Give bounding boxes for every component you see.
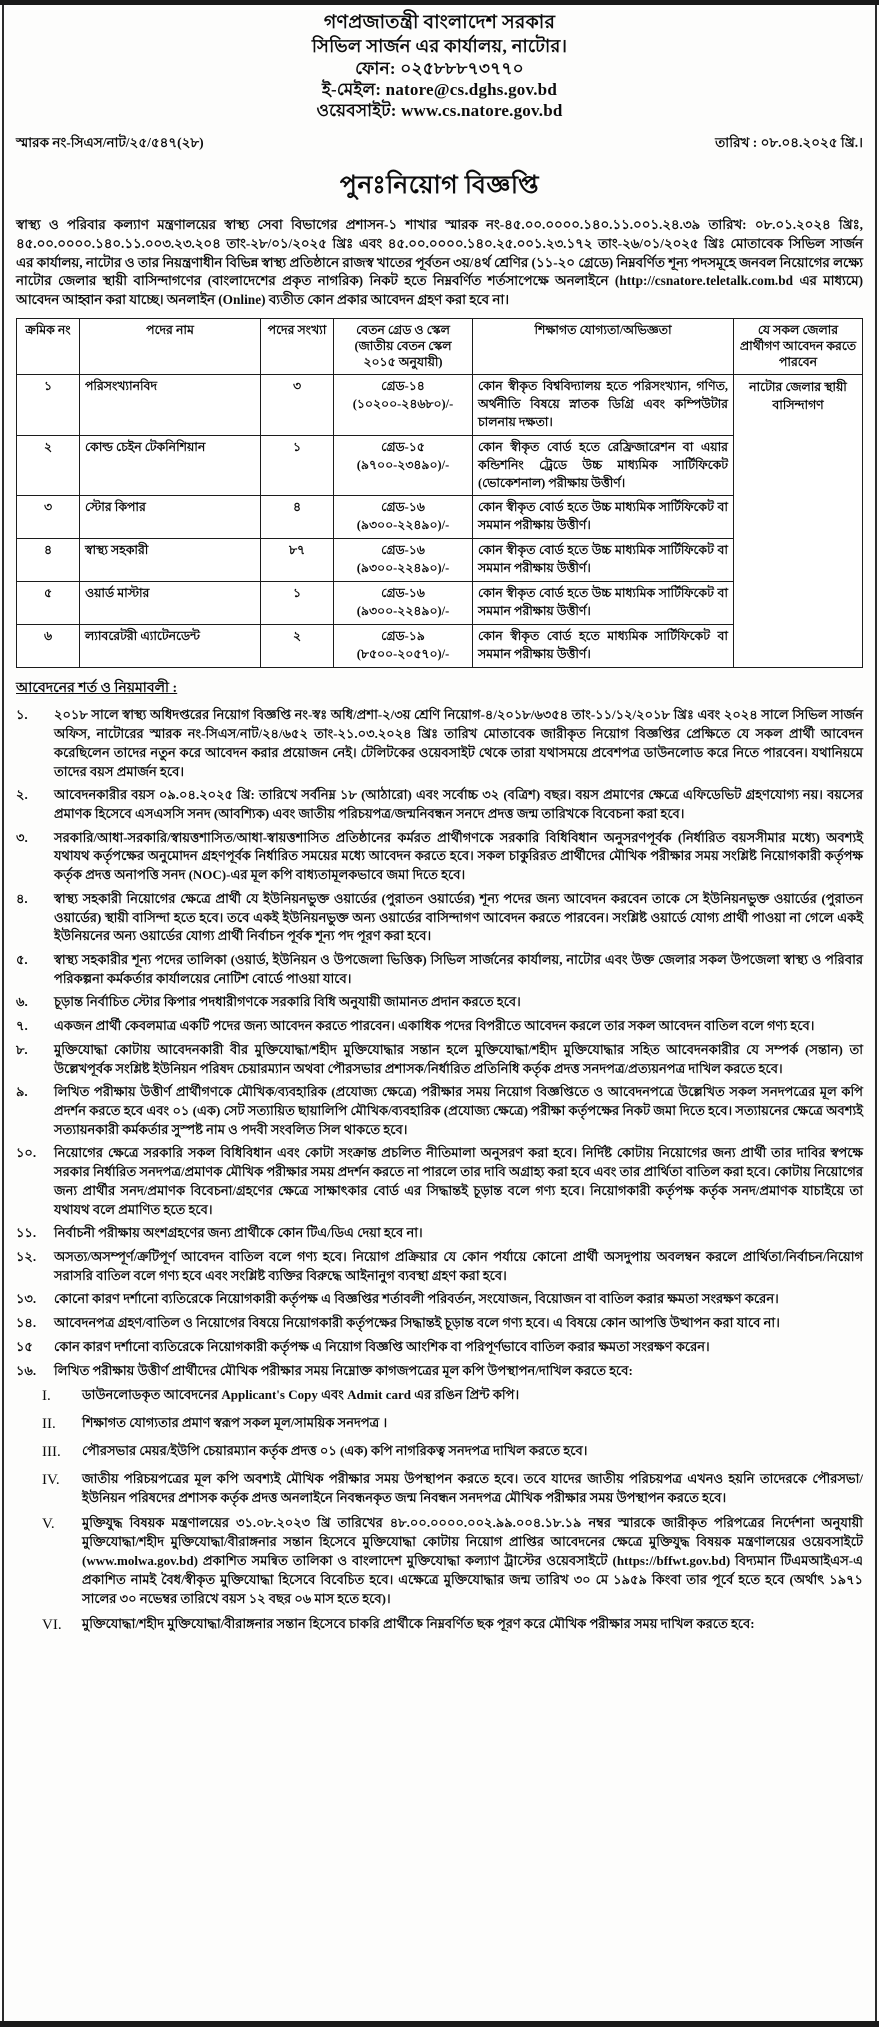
th-post-name: পদের নাম	[80, 319, 261, 374]
item-number: ৭.	[16, 1018, 28, 1034]
list-item	[16, 1615, 863, 1637]
item-text: কোন কারণ দর্শানো ব্যতিরেকে নিয়োগকারী কর্তৃপক্ষ এ নিয়োগ বিজ্ঞপ্তি আংশিক বা পরিপূর্ণভাবে বাতিল করার ক্ষমতা সংরক্ষণ করেন।	[54, 1338, 710, 1354]
list-item	[16, 1248, 863, 1285]
letterhead	[16, 11, 863, 122]
list-item	[16, 1290, 863, 1309]
item-text: শিক্ষাগত যোগ্যতার প্রমাণ স্বরূপ সকল মূল/সাময়িক সনদপত্র ।	[82, 1415, 388, 1431]
list-item	[16, 1514, 863, 1609]
list-item	[16, 1017, 863, 1036]
cell-serial: ৪	[17, 539, 80, 582]
cell-pay-grade	[334, 496, 473, 539]
list-item	[16, 1442, 863, 1464]
item-text: নির্বাচনী পরীক্ষায় অংশগ্রহণের জন্য প্রার্থীকে কোন টিএ/ডিএ দেয়া হবে না।	[54, 1225, 423, 1241]
cell-post-name: পরিসংখ্যানবিদ	[80, 374, 261, 435]
grade-scale: (৯৩০০-২২৪৯০)/-	[356, 561, 450, 576]
th-district: যে সকল জেলার প্রার্থীগণ আবেদন করতে পারবেন	[734, 319, 863, 374]
item-number: ৩.	[16, 829, 28, 845]
office-name: সিভিল সার্জন এর কার্যালয়, নাটোর।	[311, 35, 568, 56]
cell-vacancies: ৮৭	[261, 539, 334, 582]
right-border-rule	[875, 5, 877, 2021]
th-education: শিক্ষাগত যোগ্যতা/অভিজ্ঞতা	[473, 319, 734, 374]
phone-label: ফোন:	[355, 58, 396, 78]
item-text: সরকারি/আধা-সরকারি/স্বায়ত্তশাসিত/আধা-স্বায়ত্তশাসিত প্রতিষ্ঠানের কর্মরত প্রার্থীগণকে সরকারি বিধিবিধান অনুসরণপূর্বক (নির্ধারিত বয়সসীমার মধ্যে) অবশ্যই যথাযথ কর্তৃপক্ষের অনুমোদন গ্রহণপূর্বক নির্ধারিত সময়ের মধ্যে আবেদন করতে হবে। সকল চাকুরিরত প্রার্থীদের মৌখিক পরীক্ষার সময় সংশ্লিষ্ট নিয়োগকারী কর্তৃপক্ষ কর্তৃক প্রদত্ত অনাপত্তি সনদ (NOC)-এর মূল কপি বাধ্যতামূলকভাবে জমা দিতে হবে।	[54, 829, 863, 883]
cell-post-name: স্টোর কিপার	[80, 496, 261, 539]
cell-district: নাটোর জেলার স্থায়ী বাসিন্দাগণ	[734, 374, 863, 668]
item-text: স্বাস্থ্য সহকারীর শূন্য পদের তালিকা (ওয়ার্ড, ইউনিয়ন ও উপজেলা ভিত্তিক) সিভিল সার্জনের কার্যালয়, নাটোর এবং উক্ত জেলার সকল উপজেলা স্বাস্থ্য ও পরিবার পরিকল্পনা কর্মকর্তার কার্যালয়ের নোটিশ বোর্ডে পাওয়া যাবে।	[54, 951, 863, 986]
grade-label: গ্রেড-১৪	[381, 378, 425, 393]
item-number: IV.	[42, 1472, 60, 1489]
grade-scale: (৮৫০০-২০৫৭০)/-	[356, 647, 450, 662]
grade-scale: (৯৩০০-২২৪৯০)/-	[356, 604, 450, 619]
list-item	[16, 1224, 863, 1243]
item-number: ৯.	[16, 1084, 28, 1100]
cell-serial: ৫	[17, 582, 80, 625]
list-item	[16, 1083, 863, 1139]
cell-post-name: কোল্ড চেইন টেকনিশিয়ান	[80, 435, 261, 496]
item-text: পৌরসভার মেয়র/ইউপি চেয়ারম্যান কর্তৃক প্রদত্ত ০১ (এক) কপি নাগরিকত্ব সনদপত্র দাখিল করতে হবে।	[82, 1443, 588, 1459]
cell-pay-grade	[334, 539, 473, 582]
email-line	[16, 79, 863, 100]
item-text: স্বাস্থ্য সহকারী নিয়োগের ক্ষেত্রে প্রার্থী যে ইউনিয়নভুক্ত ওয়ার্ডের (পুরাতন ওয়ার্ডের) শূন্য পদের জন্য আবেদন করবেন তাকে সে ইউনিয়নভুক্ত ওয়ার্ডের (পুরাতন ওয়ার্ডের) স্থায়ী বাসিন্দা হতে হবে। তবে একই ইউনিয়নভুক্ত অন্য ওয়ার্ডের বাসিন্দাগণ আবেদন করতে পারবেন। সংশ্লিষ্ট ওয়ার্ডে যোগ্য প্রার্থী পাওয়া না গেলে একই ইউনিয়নের অন্য ওয়ার্ডের যোগ্য প্রার্থী নির্বাচন পূর্বক শূন্য পদ পূরণ করা হবে।	[54, 890, 863, 944]
item-number: ১০.	[16, 1145, 37, 1161]
cell-post-name: ল্যাবরেটরী এ্যাটেনডেন্ট	[80, 625, 261, 668]
list-item	[16, 1041, 863, 1078]
item-number: ১৫	[16, 1338, 33, 1354]
conditions-heading: আবেদনের শর্ত ও নিয়মাবলী :	[16, 681, 178, 697]
grade-label: গ্রেড-১৬	[381, 500, 425, 515]
item-number: ১৬.	[16, 1362, 37, 1378]
memo-number: স্মারক নং-সিএস/নাট/২৫/৫৪৭(২৮)	[16, 134, 204, 150]
item-text: আবেদনপত্র গ্রহণ/বাতিল ও নিয়োগের বিষয়ে নিয়োগকারী কর্তৃপক্ষের সিদ্ধান্তই চূড়ান্ত বলে গণ্য হবে। এ বিষয়ে কোন আপত্তি উত্থাপন করা যাবে না।	[54, 1315, 780, 1331]
government-name: গণপ্রজাতন্ত্রী বাংলাদেশ সরকার	[323, 12, 556, 33]
grade-label: গ্রেড-১৫	[381, 439, 425, 454]
grade-label: গ্রেড-১৬	[381, 586, 425, 601]
cell-education: কোন স্বীকৃত বোর্ড হতে উচ্চ মাধ্যমিক সার্টিফিকেট বা সমমান পরীক্ষায় উত্তীর্ণ।	[473, 496, 734, 539]
item-text: মুক্তিযোদ্ধা/শহীদ মুক্তিযোদ্ধা/বীরাঙ্গনার সন্তান হিসেবে চাকরি প্রার্থীকে নিম্নবর্ণিত ছক পূরণ করে মৌখিক পরীক্ষার সময় দাখিল করতে হবে:	[82, 1615, 755, 1631]
item-number: ১.	[16, 707, 28, 723]
grade-label: গ্রেড-১৬	[381, 543, 425, 558]
grade-scale: (৯৩০০-২২৪৯০)/-	[356, 518, 450, 533]
item-text: একজন প্রার্থী কেবলমাত্র একটি পদের জন্য আবেদন করতে পারবেন। একাধিক পদের বিপরীতে আবেদন করলে তার সকল আবেদন বাতিল বলে গণ্য হবে।	[54, 1018, 815, 1034]
page-title: পুনঃনিয়োগ বিজ্ঞপ্তি	[339, 171, 540, 199]
cell-vacancies: ৪	[261, 496, 334, 539]
table-header-row	[17, 319, 863, 374]
item-text: নিয়োগের ক্ষেত্রে সরকারি সকল বিধিবিধান এবং কোটা সংক্রান্ত প্রচলিত নীতিমালা অনুসরণ করা হবে। নির্দিষ্ট কোটায় নিয়োগের জন্য প্রার্থী তার দাবির স্বপক্ষে সরকার নির্ধারিত সনদপত্র/প্রমাণক মৌখিক পরীক্ষার সময় প্রদর্শন করতে না পারলে তার দাবি অগ্রাহ্য করা হবে এবং তার প্রার্থিতা বাতিল করা হবে। কোটায় নিয়োগের জন্য প্রার্থীর সনদ/প্রমাণক বিবেচনা/গ্রহণের ক্ষেত্রে সাক্ষাৎকার বোর্ড এর সিদ্ধান্তই চূড়ান্ত বলে গণ্য হবে। নিয়োগকারী কর্তৃপক্ষ কর্তৃক সনদ/প্রমাণক যাচাইয়ে তা যথাযথ বলে প্রমাণিত হতে হবে।	[54, 1145, 863, 1217]
item-text: লিখিত পরীক্ষায় উত্তীর্ণ প্রার্থীগণকে মৌখিক/ব্যবহারিক (প্রযোজ্য ক্ষেত্রে) পরীক্ষার সময় নিয়োগ বিজ্ঞপ্তিতে ও আবেদনপত্রে উল্লেখিত সকল সনদপত্রের মূল কপি প্রদর্শন করতে হবে এবং ০১ (এক) সেট সত্যায়িত ছায়ালিপি মৌখিক/ব্যবহারিক (প্রযোজ্য ক্ষেত্রে) পরীক্ষা কর্তৃপক্ষের নিকট জমা দিতে হবে। সত্যায়নের ক্ষেত্রে অবশ্যই সত্যায়নকারী কর্মকর্তার সুস্পষ্ট নাম ও পদবী সংবলিত সিল থাকতে হবে।	[54, 1084, 863, 1137]
vacancy-table-head	[17, 319, 863, 374]
item-number: ৪.	[16, 890, 28, 906]
list-item	[16, 706, 863, 781]
th-serial: ক্রমিক নং	[17, 319, 80, 374]
cell-pay-grade	[334, 625, 473, 668]
list-item	[16, 786, 863, 823]
item-number: VI.	[42, 1616, 62, 1633]
cell-pay-grade	[334, 435, 473, 496]
item-text: লিখিত পরীক্ষায় উত্তীর্ণ প্রার্থীদের মৌখিক পরীক্ষার সময় নিম্নোক্ত কাগজপত্রের মূল কপি উপস্থাপন/দাখিল করতে হবে:	[54, 1362, 633, 1378]
cell-vacancies: ২	[261, 625, 334, 668]
grade-scale: (৯৭০০-২৩৪৯০)/-	[356, 457, 450, 472]
left-border-rule	[2, 5, 4, 2021]
item-number: ২.	[16, 787, 28, 803]
item-number: ৬.	[16, 994, 28, 1010]
cell-education: কোন স্বীকৃত বিশ্ববিদ্যালয় হতে পরিসংখ্যান, গণিত, অর্থনীতি বিষয়ে স্নাতক ডিগ্রি এবং কম্পিউটার চালনায় দক্ষতা।	[473, 374, 734, 435]
item-text: কোনো কারণ দর্শানো ব্যতিরেকে নিয়োগকারী কর্তৃপক্ষ এ বিজ্ঞপ্তির শর্তাবলী পরিবর্তন, সংযোজন, বিয়োজন বা বাতিল করার ক্ষমতা সংরক্ষণ করেন।	[54, 1291, 779, 1307]
item-number: ৫.	[16, 951, 28, 967]
phone-value: ০২৫৮৮৮৭৩৭৭০	[400, 58, 524, 78]
th-vacancies: পদের সংখ্যা	[261, 319, 334, 374]
list-item	[16, 829, 863, 885]
email-label: ই-মেইল:	[322, 80, 382, 100]
phone-line	[16, 58, 863, 79]
item-number: ১২.	[16, 1249, 37, 1265]
bottom-border-rule	[0, 2021, 879, 2027]
cell-post-name: ওয়ার্ড মাস্টার	[80, 582, 261, 625]
list-item	[16, 1314, 863, 1333]
cell-vacancies: ৩	[261, 374, 334, 435]
item-number: V.	[42, 1515, 55, 1532]
list-item	[16, 1386, 863, 1408]
cell-vacancies: ১	[261, 435, 334, 496]
cell-serial: ২	[17, 435, 80, 496]
memo-row	[16, 132, 863, 155]
table-row	[17, 374, 863, 435]
item-number: II.	[42, 1416, 56, 1433]
item-number: ১৩.	[16, 1291, 37, 1307]
cell-post-name: স্বাস্থ্য সহকারী	[80, 539, 261, 582]
item-text: মুক্তিযোদ্ধা কোটায় আবেদনকারী বীর মুক্তিযোদ্ধা/শহীদ মুক্তিযোদ্ধার সন্তান হলে মুক্তিযোদ্ধা/শহীদ মুক্তিযোদ্ধার সহিত আবেদনকারীর যে সম্পর্ক (সন্তান) তা উল্লেখপূর্বক সংশ্লিষ্ট ইউনিয়ন পরিষদ চেয়ারম্যান অথবা পৌরসভার প্রশাসক/নির্ধারিত প্রতিনিধি কর্তৃক প্রদত্ত সনদপত্র/প্রত্যয়নপত্র দাখিল করতে হবে।	[54, 1041, 863, 1076]
page-content	[0, 5, 879, 1637]
cell-vacancies: ১	[261, 582, 334, 625]
document-requirements-list	[16, 1386, 863, 1636]
cell-serial: ৩	[17, 496, 80, 539]
vacancy-table	[16, 318, 863, 668]
website-line	[16, 100, 863, 121]
cell-education: কোন স্বীকৃত বোর্ড হতে রেফ্রিজারেশন বা এয়ার কন্ডিশনিং ট্রেডে উচ্চ মাধ্যমিক সার্টিফিকেট (ভোকেশনাল) পরীক্ষায় উত্তীর্ণ।	[473, 435, 734, 496]
email-value[interactable]: natore@cs.dghs.gov.bd	[385, 80, 557, 100]
th-pay-grade: বেতন গ্রেড ও স্কেল (জাতীয় বেতন স্কেল ২০১৫ অনুযায়ী)	[334, 319, 473, 374]
list-item	[16, 1362, 863, 1381]
cell-serial: ৬	[17, 625, 80, 668]
list-item	[16, 890, 863, 946]
item-text: চূড়ান্ত নির্বাচিত স্টোর কিপার পদধারীগণকে সরকারি বিধি অনুযায়ী জামানত প্রদান করতে হবে।	[54, 994, 521, 1010]
list-item	[16, 1470, 863, 1508]
item-number: I.	[42, 1388, 51, 1405]
item-text: জাতীয় পরিচয়পত্রের মূল কপি অবশ্যই মৌখিক পরীক্ষার সময় উপস্থাপন করতে হবে। তবে যাদের জাতীয় পরিচয়পত্র এখনও হয়নি তাদেরকে পৌরসভা/ইউনিয়ন পরিষদের প্রশাসক কর্তৃক প্রদত্ত অনলাইনে নিবন্ধনকৃত জন্ম নিবন্ধন সনদপত্র মৌখিক পরীক্ষার সময় উপস্থাপন করতে হবে।	[82, 1471, 863, 1505]
list-item	[16, 1414, 863, 1436]
item-number: ৮.	[16, 1041, 28, 1057]
conditions-list	[16, 706, 863, 1380]
item-text: আবেদনকারীর বয়স ০৯.০৪.২০২৫ খ্রি: তারিখে সর্বনিম্ন ১৮ (আঠারো) এবং সর্বোচ্চ ৩২ (বত্রিশ) বছর। বয়স প্রমাণের ক্ষেত্রে এফিডেভিট গ্রহণযোগ্য নয়। বয়সের প্রমাণক হিসেবে এসএসসি সনদ (আবশ্যিক) এবং জাতীয় পরিচয়পত্র/জন্মনিবন্ধন সনদে প্রদত্ত জন্ম তারিখকে বিবেচনা করা হবে।	[54, 787, 863, 821]
list-item	[16, 1338, 863, 1357]
intro-paragraph: স্বাস্থ্য ও পরিবার কল্যাণ মন্ত্রণালয়ের স্বাস্থ্য সেবা বিভাগের প্রশাসন-১ শাখার স্মারক নং-৪৫.০০.০০০০.১৪০.১১.০০১.২৪.৩৯ তারিখ: ০৮.০১.২০২৪ খ্রিঃ, ৪৫.০০.০০০০.১৪০.১১.০০৩.২৩.২০৪ তাং-২৮/০১/২০২৫ খ্রিঃ এবং ৪৫.০০.০০০০.১৪০.২৫.০০১.২৩.১৭২ তাং-২৬/০১/২০২৫ খ্রিঃ মোতাবেক সিভিল সার্জন এর কার্যালয়, নাটোর ও তার নিয়ন্ত্রণাধীন বিভিন্ন স্বাস্থ্য প্রতিষ্ঠানে রাজস্ব খাতের পূর্বতন ৩য়/৪র্থ শ্রেণির (১১-২০ গ্রেডে) নিম্নবর্ণিত শূন্য পদসমূহে জনবল নিয়োগের লক্ষ্যে নাটোর জেলার স্থায়ী বাসিন্দাগণের (বাংলাদেশের প্রকৃত নাগরিক) নিকট হতে নিম্নবর্ণিত শর্তসাপেক্ষে অনলাইনে (http://csnatore.teletalk.com.bd এর মাধ্যমে) আবেদন আহ্বান করা যাচ্ছে। অনলাইন (Online) ব্যতীত কোন প্রকার আবেদন গ্রহণ করা হবে না।	[16, 216, 863, 308]
website-value[interactable]: www.cs.natore.gov.bd	[401, 101, 563, 121]
memo-date: তারিখ : ০৮.০৪.২০২৫ খ্রি.।	[715, 134, 863, 150]
list-item	[16, 951, 863, 988]
vacancy-table-body	[17, 374, 863, 668]
item-number: ১১.	[16, 1225, 37, 1241]
grade-scale: (১০২০০-২৪৬৮০)/-	[352, 396, 454, 411]
item-text: ডাউনলোডকৃত আবেদনের Applicant's Copy এবং Admit card এর রঙিন প্রিন্ট কপি।	[82, 1387, 520, 1403]
cell-education: কোন স্বীকৃত বোর্ড হতে মাধ্যমিক সার্টিফিকেট বা সমমান পরীক্ষায় উত্তীর্ণ।	[473, 625, 734, 668]
cell-serial: ১	[17, 374, 80, 435]
item-text: অসত্য/অসম্পূর্ণ/ক্রটিপূর্ণ আবেদন বাতিল বলে গণ্য হবে। নিয়োগ প্রক্রিয়ার যে কোন পর্যায়ে কোনো প্রার্থী অসদুপায় অবলম্বন করলে প্রার্থিতা/নির্বাচন/নিয়োগ সরাসরি বাতিল বলে গণ্য হবে এবং সংশ্লিষ্ট ব্যক্তির বিরুদ্ধে আইনানুগ ব্যবস্থা গ্রহণ করা হবে।	[54, 1249, 863, 1283]
grade-label: গ্রেড-১৯	[381, 629, 425, 644]
cell-pay-grade	[334, 582, 473, 625]
item-number: III.	[42, 1444, 61, 1461]
cell-education: কোন স্বীকৃত বোর্ড হতে উচ্চ মাধ্যমিক সার্টিফিকেট বা সমমান পরীক্ষায় উত্তীর্ণ।	[473, 539, 734, 582]
website-label: ওয়েবসাইট:	[316, 101, 397, 121]
item-text: মুক্তিযুদ্ধ বিষয়ক মন্ত্রণালয়ের ৩১.০৮.২০২৩ খ্রি তারিখের ৪৮.০০.০০০০.০০২.৯৯.০০৪.১৮.১৯ নম্বর স্মারকে জারীকৃত পরিপত্রের নির্দেশনা অনুযায়ী মুক্তিযোদ্ধা/শহীদ মুক্তিযোদ্ধা/বীরাঙ্গনার সন্তান হিসেবে মুক্তিযোদ্ধা কোটায় নিয়োগ প্রাপ্তির আবেদনের ক্ষেত্রে মুক্তিযুদ্ধ বিষয়ক মন্ত্রণালয়ের ওয়েবসাইটে (www.molwa.gov.bd) প্রকাশিত সমন্বিত তালিকা ও বাংলাদেশ মুক্তিযোদ্ধা কল্যাণ ট্রাস্টের ওয়েবসাইটে (https://bffwt.gov.bd) বিদ্যমান টিএমআইএস-এ প্রকাশিত নামই বৈধ/স্বীকৃত মুক্তিযোদ্ধা হিসেবে বিবেচিত হবে। এক্ষেত্রে মুক্তিযোদ্ধার জন্ম তারিখ ৩০ মে ১৯৫৯ কিংবা তার পূর্বে হতে হবে (অর্থাৎ ১৯৭১ সালের ৩০ নভেম্বর তারিখে বয়স ১২ বছর ০৬ মাস হতে হবে)।	[82, 1514, 863, 1606]
cell-education: কোন স্বীকৃত বোর্ড হতে উচ্চ মাধ্যমিক সার্টিফিকেট বা সমমান পরীক্ষায় উত্তীর্ণ।	[473, 582, 734, 625]
list-item	[16, 1144, 863, 1219]
cell-pay-grade	[334, 374, 473, 435]
item-number: ১৪.	[16, 1315, 37, 1331]
list-item	[16, 993, 863, 1012]
item-text: ২০১৮ সালে স্বাস্থ্য অধিদপ্তরের নিয়োগ বিজ্ঞপ্তি নং-স্বঃ অধি/প্রশা-২/৩য় শ্রেণি নিয়োগ-৪/২০১৮/৬৩৫৪ তাং-১১/১২/২০১৮ খ্রিঃ এবং ২০২৪ সালে সিভিল সার্জন অফিস, নাটোরের স্মারক নং-সিএস/নাট/২৪/৬৫২ তাং-২১.০৩.২০২৪ খ্রিঃ তারিখ মোতাবেক জারীকৃত নিয়োগ বিজ্ঞপ্তির প্রেক্ষিতে যে সকল প্রার্থী আবেদন করেছিলেন তাদের নতুন করে আবেদন করার প্রয়োজন নেই। টেলিটকের ওয়েবসাইট থেকে তারা যথাসময়ে প্রবেশপত্র ডাউনলোড করে নিতে পারবেন। যথানিয়মে তাদের বয়স প্রমার্জন হবে।	[54, 707, 863, 779]
